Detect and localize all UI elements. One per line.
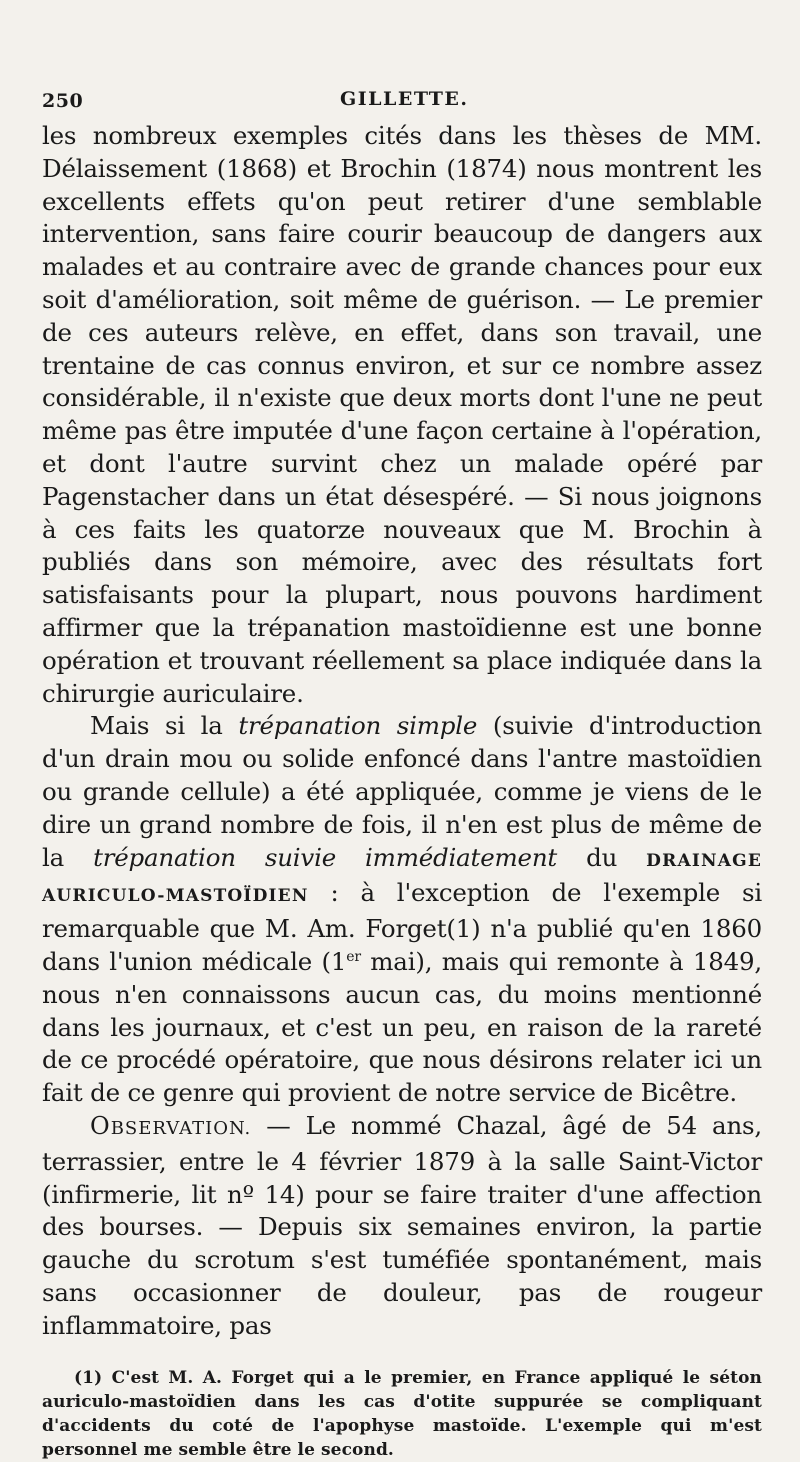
text-run: mai), mais qui remonte à 1849, nous n'en connaissons aucun cas, du moins mentionné dans les journaux, et c'est un peu, en raison de la rareté de ce procédé opératoire, que nous désirons relater ici un fait de ce genre qui provient de notre service de Bicêtre.: [42, 946, 762, 1108]
footnote-mark: (1): [74, 1368, 103, 1389]
footnote: [42, 1366, 762, 1462]
text-run: : à l'exception de l'exemple si remarquable que M. Am. Forget(1) n'a publié qu'en 1860 dans l'union médicale (1: [42, 878, 762, 976]
page-header: [42, 80, 762, 120]
observation-label-rest: BSERVATION.: [110, 1117, 252, 1139]
observation-label-initial: O: [90, 1111, 111, 1140]
superscript: er: [346, 948, 361, 965]
text-run: (suivie d'introduction d'un drain mou ou solide enfoncé dans l'antre mastoïdien ou grande cellule) a été appliquée, comme je viens de le dire un grand nombre de fois, il n'en est plus de même de la: [42, 711, 762, 872]
running-head: GILLETTE.: [340, 88, 469, 110]
paragraph-2: [42, 710, 762, 1110]
footnote-text: C'est M. A. Forget qui a le premier, en France appliqué le séton auriculo-mastoïdien dans les cas d'otite suppurée se compliquant d'accidents du coté de l'apophyse mastoïde. L'exemple qui m'est personnel me semble être le second.: [42, 1368, 762, 1461]
text-run: — Le nommé Chazal, âgé de 54 ans, terrassier, entre le 4 février 1879 à la salle Saint-Victor (infirmerie, lit nº 14) pour se faire traiter d'une affection des bourses. — Depuis six semaines environ, la partie gauche du scrotum s'est tuméfiée spontanément, mais sans occasionner de douleur, pas de rougeur inflammatoire, pas: [42, 1110, 762, 1340]
italic-run: trépanation suivie immédiatement: [93, 842, 558, 872]
small-caps-run: DRAINAGE AURICULO-MASTOÏDIEN: [42, 850, 762, 907]
text-run: Mais si la: [90, 711, 239, 741]
observation-label: [90, 1111, 252, 1140]
text-run: du: [557, 842, 647, 872]
paragraph-3: [42, 1110, 762, 1343]
italic-run: trépanation simple: [238, 711, 478, 741]
page-number: 250: [42, 90, 84, 112]
paragraph-1: les nombreux exemples cités dans les thèses de MM. Délaissement (1868) et Brochin (1874) nous montrent les excellents effets qu'on peut retirer d'une semblable intervention, sans faire courir beaucoup de dangers aux malades et au contraire avec de grande chances pour eux soit d'amélioration, soit même de guérison. — Le premier de ces auteurs relève, en effet, dans son travail, une trentaine de cas connus environ, et sur ce nombre assez considérable, il n'existe que deux morts dont l'une ne peut même pas être imputée d'une façon certaine à l'opération, et dont l'autre survint chez un malade opéré par Pagenstacher dans un état désespéré. — Si nous joignons à ces faits les quatorze nouveaux que M. Brochin à publiés dans son mémoire, avec des résultats fort satisfaisants pour la plupart, nous pouvons hardiment affirmer que la trépanation mastoïdienne est une bonne opération et trouvant réellement sa place indiquée dans la chirurgie auriculaire.: [42, 121, 762, 708]
body-text: [42, 120, 762, 1342]
